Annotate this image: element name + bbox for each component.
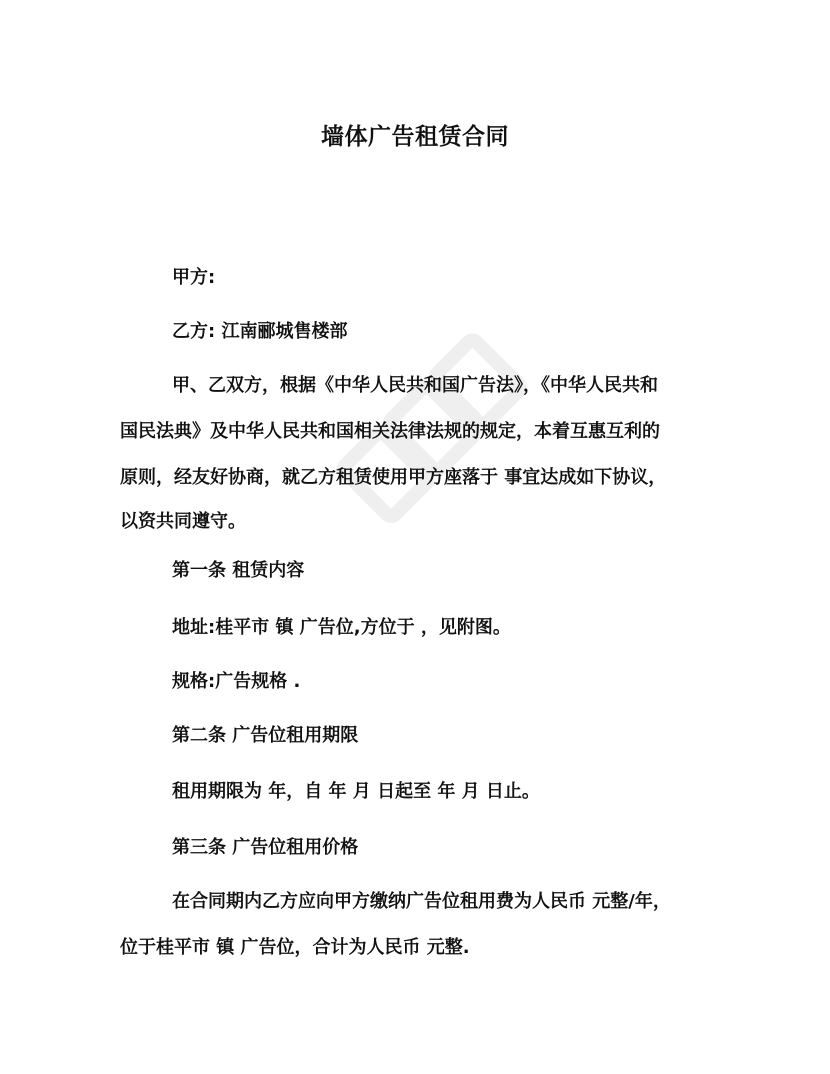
article-1-spec: 规格:广告规格 . [172, 671, 301, 692]
preamble-line-1: 甲、乙双方，根据《中华人民共和国广告法》，《中华人民共和 [172, 375, 658, 396]
party-b-line: 乙方: 江南郦城售楼部 [172, 321, 348, 342]
article-3-price-line-1: 在合同期内乙方应向甲方缴纳广告位租用费为人民币 元整/年， [172, 891, 671, 912]
article-1-heading: 第一条 租赁内容 [172, 560, 305, 581]
party-a-line: 甲方: [172, 267, 216, 288]
article-3-price-line-2: 位于桂平市 镇 广告位，合计为人民币 元整. [120, 937, 470, 958]
preamble-line-2: 国民法典》及中华人民共和国相关法律法规的规定，本着互惠互利的 [120, 421, 660, 442]
preamble-line-3: 原则，经友好协商，就乙方租赁使用甲方座落于 事宜达成如下协议， [120, 467, 667, 488]
article-2-heading: 第二条 广告位租用期限 [172, 725, 359, 746]
article-1-address: 地址:桂平市 镇 广告位,方位于 ，见附图。 [172, 617, 511, 638]
preamble-line-4: 以资共同遵守。 [120, 511, 246, 532]
article-2-term: 租用期限为 年，自 年 月 日起至 年 月 日止。 [172, 781, 540, 802]
article-3-heading: 第三条 广告位租用价格 [172, 837, 359, 858]
page-title: 墙体广告租赁合同 [321, 124, 509, 150]
